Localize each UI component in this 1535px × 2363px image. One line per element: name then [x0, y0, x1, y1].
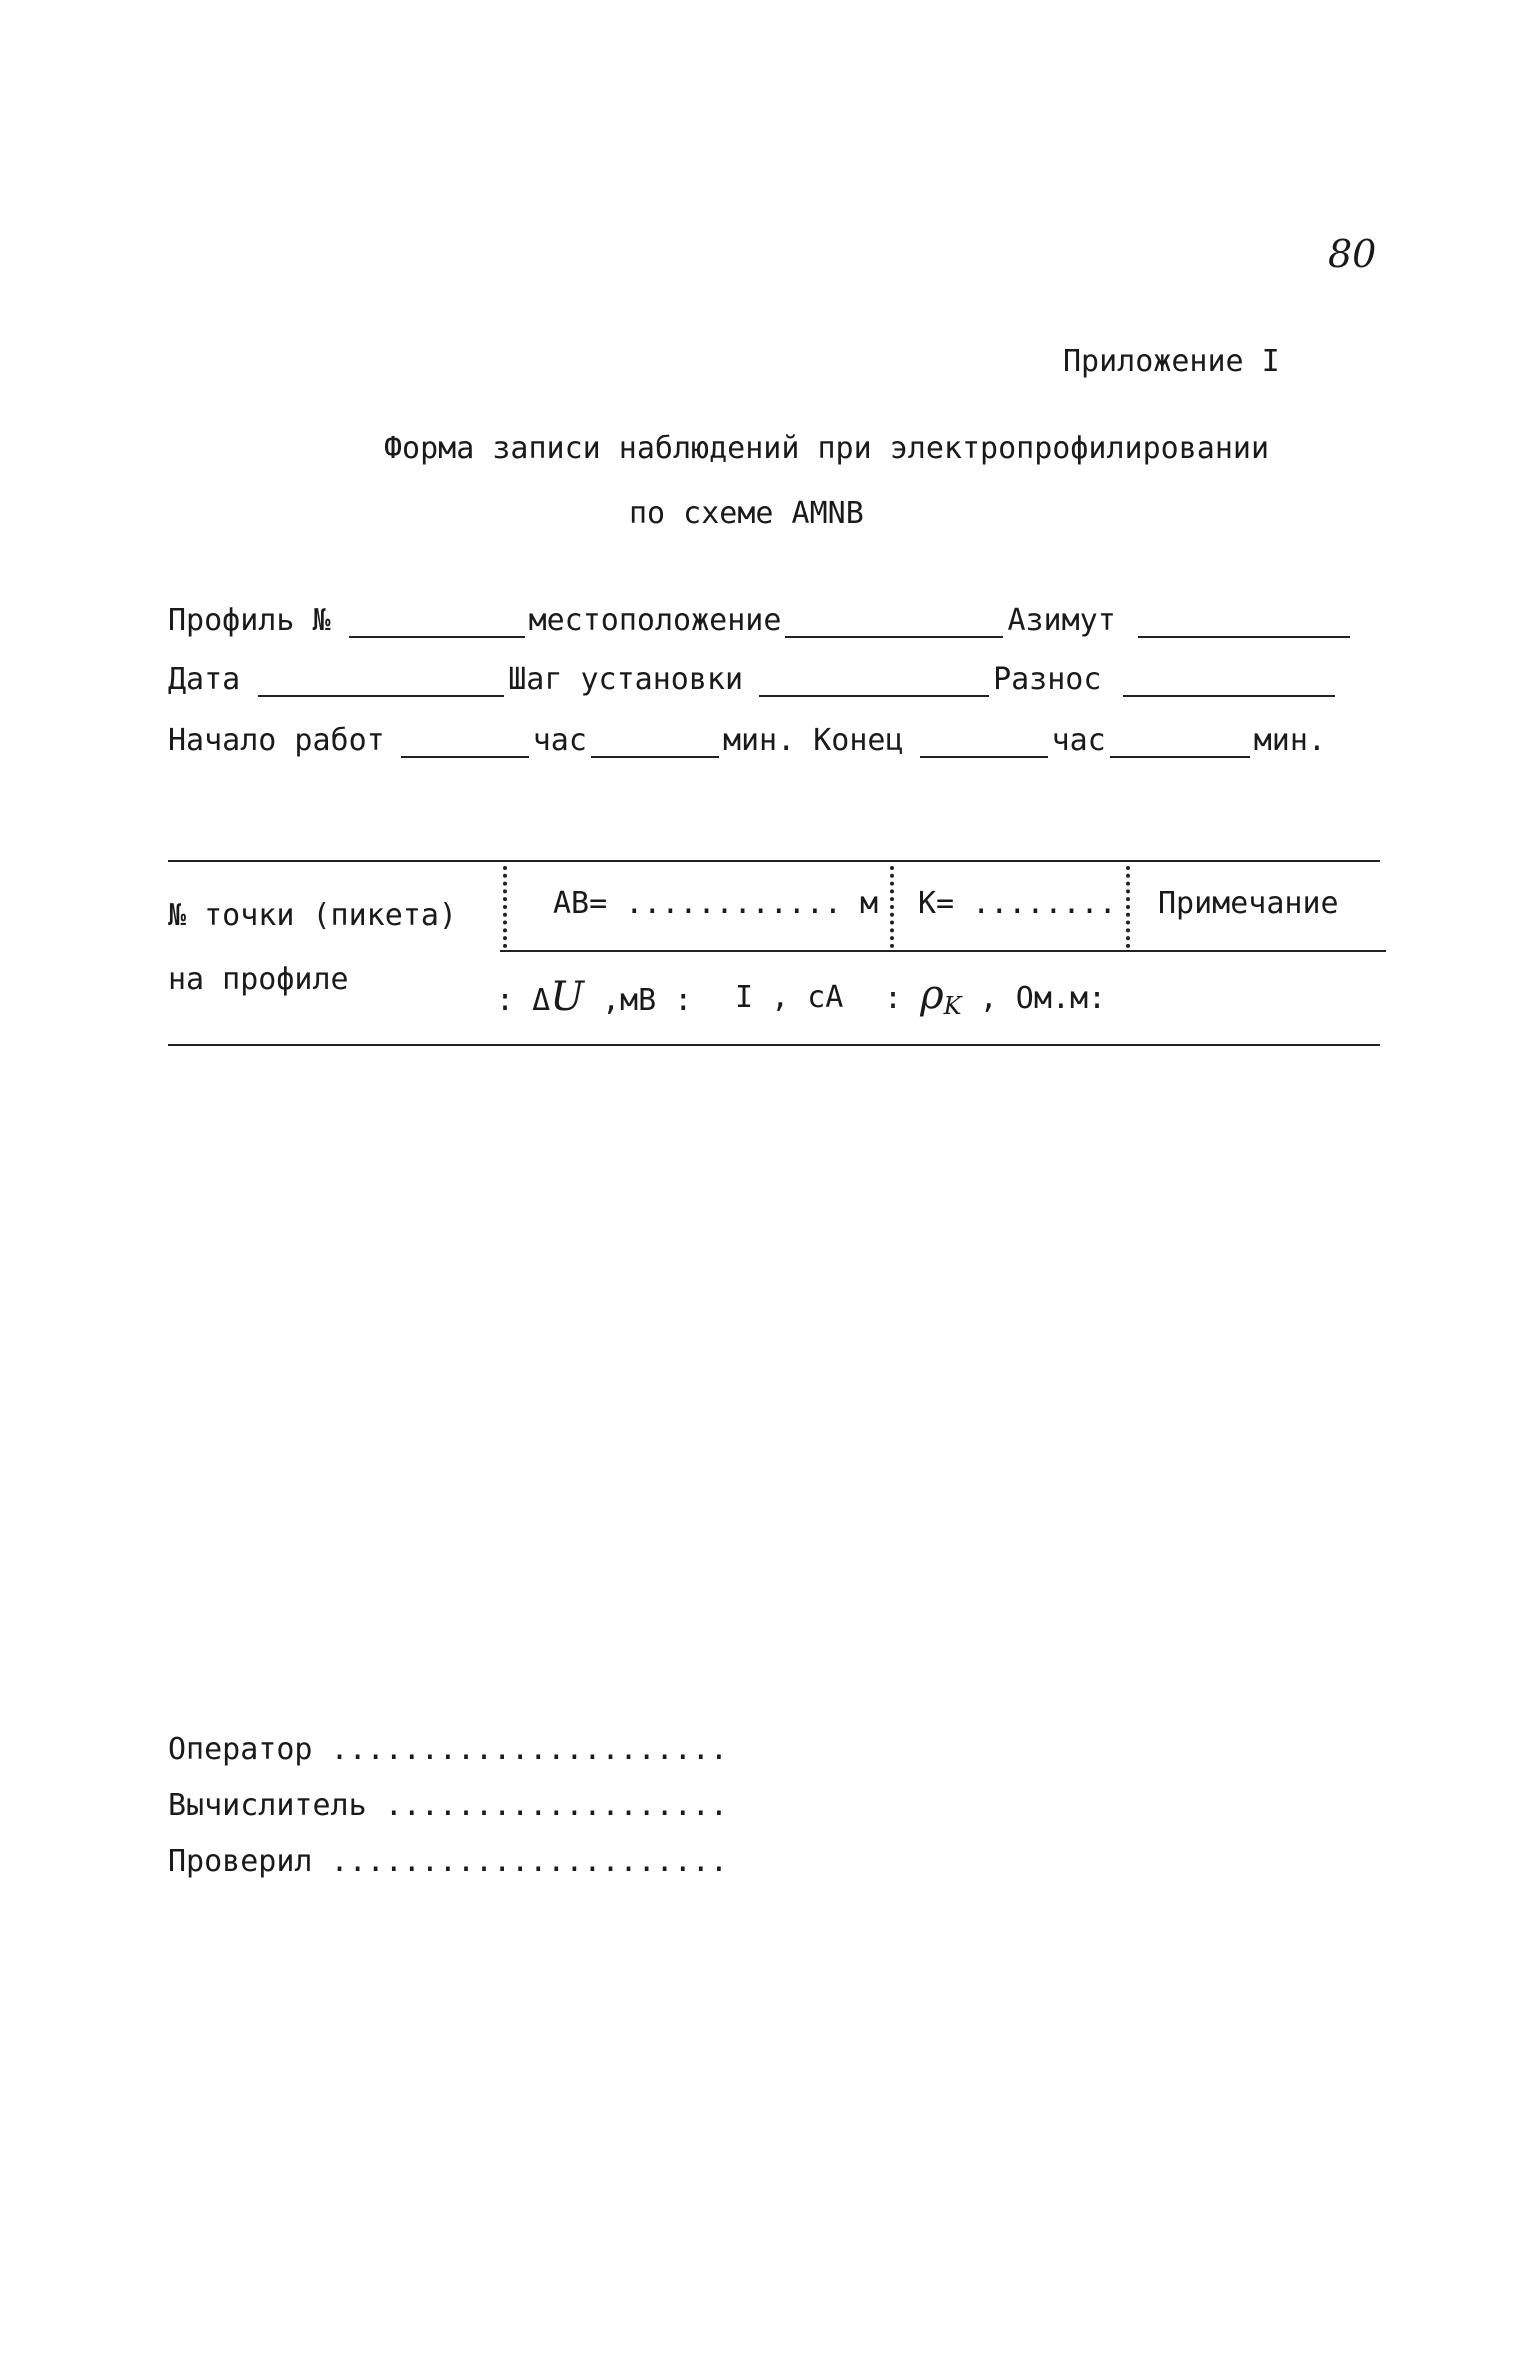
- location-blank[interactable]: [785, 602, 1003, 638]
- point-label-line-1: № точки (пикета): [168, 898, 457, 933]
- profile-label: Профиль №: [168, 603, 331, 638]
- colon-separator: :: [656, 983, 693, 1018]
- du-column-label: [496, 974, 692, 1020]
- start-min-blank[interactable]: [591, 722, 719, 758]
- spacing-label: Разнос: [993, 662, 1102, 697]
- operator-line: Оператор ......................: [168, 1732, 728, 1767]
- header-row-date: [168, 657, 1339, 697]
- start-hour-blank[interactable]: [401, 722, 529, 758]
- delta-symbol: Δ: [532, 983, 551, 1018]
- date-blank[interactable]: [258, 661, 504, 697]
- header-row-time: [168, 718, 1326, 758]
- spacing-blank[interactable]: [1123, 661, 1335, 697]
- note-label: Примечание: [1158, 886, 1339, 921]
- k-label: К= ........: [918, 886, 1117, 921]
- azimuth-label: Азимут: [1007, 603, 1116, 638]
- column-divider-2: [890, 866, 894, 948]
- point-label-line-2: на профиле: [168, 962, 349, 997]
- potential-symbol: U: [550, 974, 584, 1020]
- checked-line: Проверил ......................: [168, 1844, 728, 1879]
- azimuth-blank[interactable]: [1138, 602, 1350, 638]
- rho-subscript: K: [943, 992, 962, 1020]
- colon-separator: :: [884, 981, 921, 1016]
- document-subtitle: по схеме АМNВ: [629, 496, 864, 531]
- table-top-rule: [168, 860, 1380, 862]
- page-number: 80: [1328, 232, 1377, 276]
- rho-unit: , Ом.м:: [979, 981, 1107, 1016]
- ab-label: АВ= ............ м: [553, 886, 879, 921]
- step-label: Шаг установки: [508, 662, 744, 697]
- colon-separator: :: [496, 983, 533, 1018]
- profile-number-blank[interactable]: [349, 602, 525, 638]
- hour-label-2: час: [1051, 723, 1106, 758]
- column-divider-3: [1126, 866, 1130, 948]
- rho-symbol: ρ: [920, 972, 944, 1018]
- du-unit: ,мВ: [601, 983, 657, 1018]
- document-title: Форма записи наблюдений при электропрофилировании: [384, 431, 1270, 466]
- date-label: Дата: [168, 662, 241, 697]
- end-min-blank[interactable]: [1110, 722, 1250, 758]
- rho-column-label: [884, 972, 1106, 1020]
- table-bottom-rule: [168, 1044, 1380, 1046]
- calculator-line: Вычислитель ...................: [168, 1788, 728, 1823]
- appendix-label: Приложение I: [1063, 344, 1280, 379]
- min-label-2: мин.: [1253, 723, 1326, 758]
- end-hour-blank[interactable]: [920, 722, 1048, 758]
- current-column-label: I , сА: [735, 980, 844, 1015]
- location-label: местоположение: [528, 603, 782, 638]
- min-label-1: мин. Конец: [722, 723, 904, 758]
- header-row-profile: [168, 598, 1354, 638]
- table-middle-rule: [500, 950, 1386, 952]
- hour-label-1: час: [532, 723, 587, 758]
- start-label: Начало работ: [168, 723, 385, 758]
- step-blank[interactable]: [759, 661, 989, 697]
- column-divider-1: [503, 866, 507, 948]
